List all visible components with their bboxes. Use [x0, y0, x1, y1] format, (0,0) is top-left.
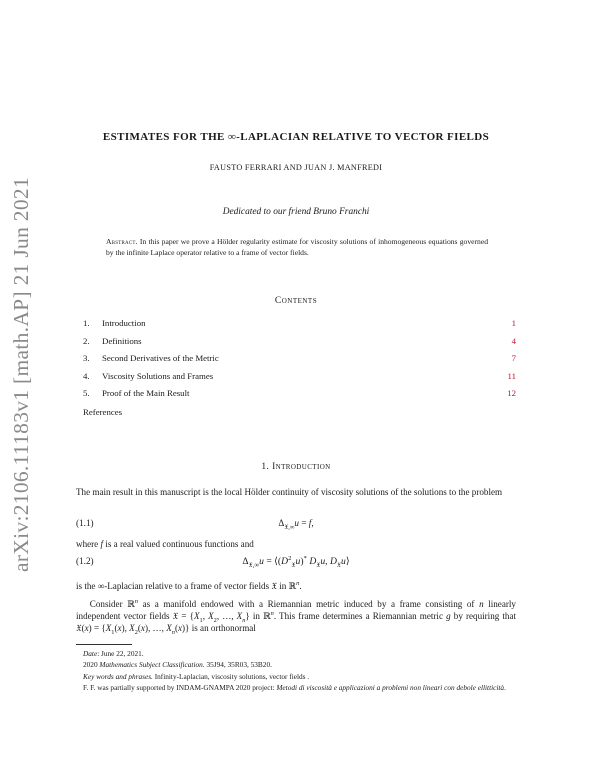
paragraph-where: where f is a real valued continuous functions and	[76, 539, 254, 549]
text-by-requiring: by requiring that	[453, 611, 517, 622]
toc-page-link[interactable]: 11	[507, 370, 516, 381]
toc-entry-number: 2.	[83, 335, 90, 346]
toc-entry-title: Viscosity Solutions and Frames	[102, 370, 214, 381]
footnote-msc-year: 2020	[83, 660, 98, 670]
toc-page-link[interactable]: 1	[511, 318, 516, 328]
toc-entry-proof[interactable]	[83, 388, 516, 406]
toc-entry-number: 1.	[83, 318, 90, 328]
footnote-rule	[76, 644, 132, 645]
equation-body: $\Delta_{𝔛,\infty}u = f$,	[278, 518, 314, 531]
text-infinity-laplacian: is the ∞-Laplacian relative to a frame of vector fields	[76, 581, 270, 591]
toc-entry-references[interactable]: References	[83, 407, 123, 417]
table-of-contents	[83, 318, 516, 406]
toc-entry-title: Second Derivatives of the Metric	[102, 353, 219, 364]
footnote-date-label: Date	[83, 649, 98, 658]
dedication: Dedicated to our friend Bruno Franchi	[222, 207, 370, 217]
toc-entry-viscosity-solutions[interactable]	[83, 371, 516, 389]
footnote-msc-codes: 35J94, 35R03, 53B20.	[206, 660, 272, 670]
section-number: 1.	[261, 462, 270, 472]
footnote-keywords-value: Infinity-Laplacian, viscosity solutions, vector fields .	[154, 671, 310, 681]
toc-entry-title: Proof of the Main Result	[102, 388, 190, 399]
text-orthonormal: is an orthonormal	[191, 623, 256, 634]
toc-entry-number: 4.	[83, 370, 90, 381]
text-where: where	[76, 539, 99, 549]
arxiv-identifier: arXiv:2106.11183v1 [math.AP] 21 Jun 2021	[8, 176, 33, 572]
toc-entry-introduction[interactable]	[83, 318, 516, 336]
toc-entry-title: Definitions	[102, 335, 142, 346]
toc-entry-title: Introduction	[102, 318, 146, 328]
paragraph-intro: The main result in this manuscript is the local Hölder continuity of viscosity solutions of the solutions to the problem	[76, 487, 503, 497]
footnote-msc	[76, 659, 516, 670]
toc-page-link[interactable]: 7	[511, 353, 516, 364]
contents-heading: Contents	[274, 296, 318, 306]
equation-body: $\Delta_{𝔛,\infty}u$ = $⟨(D^2_𝔛u)^*$ $D_𝔛u$, $D_𝔛u⟩$	[242, 554, 350, 569]
text-linearly-independent: linearly independent vector fields	[76, 599, 516, 622]
footnote-funding	[76, 682, 516, 693]
section-title: Introduction	[272, 462, 331, 472]
text-manifold: as a manifold endowed with a Riemannian metric induced by a frame consisting of	[142, 599, 475, 609]
footnote-msc-label: Mathematics Subject Classification.	[99, 660, 205, 670]
footnote-funding-end: .	[504, 682, 506, 692]
footnote-date-value: : June 22, 2021.	[97, 649, 144, 658]
toc-entry-number: 3.	[83, 353, 90, 364]
footnote-funding-project: Metodi di viscosità e applicazioni a problemi non lineari con debole ellitticità	[276, 682, 505, 692]
text-frame-determines: This frame determines a Riemannian metric	[279, 611, 443, 622]
abstract-label: Abstract.	[106, 237, 138, 246]
footnote-keywords	[76, 671, 516, 682]
text-in: in	[279, 581, 287, 591]
arxiv-identifier-sidebar	[2, 178, 40, 570]
section-heading-introduction	[76, 462, 516, 472]
abstract	[106, 237, 488, 258]
text-consider: Consider	[89, 599, 123, 609]
equation-1-2	[76, 556, 516, 570]
toc-entry-definitions[interactable]	[83, 336, 516, 354]
footnote-date	[76, 648, 516, 659]
text-in: in	[252, 611, 260, 622]
footnote-funding-text: F. F. was partially supported by INDAM-GNAMPA 2020 project:	[83, 682, 275, 692]
toc-entry-second-derivatives[interactable]	[83, 353, 516, 371]
toc-page-link[interactable]: 4	[511, 335, 516, 346]
toc-entry-number: 5.	[83, 388, 90, 399]
paragraph-infinity-laplacian: is the ∞-Laplacian relative to a frame of vector fields 𝔛 in ℝ$^n$.	[76, 579, 302, 591]
toc-page-link[interactable]: 12	[507, 388, 516, 399]
footnote-keywords-label: Key words and phrases.	[83, 671, 153, 681]
equation-number: (1.1)	[76, 518, 94, 528]
text-f-description: is a real valued continuous functions and	[105, 539, 254, 549]
equation-1-1	[76, 518, 516, 532]
paper-authors: FAUSTO FERRARI AND JUAN J. MANFREDI	[209, 163, 383, 172]
equation-number: (1.2)	[76, 556, 94, 566]
paragraph-consider: Consider ℝ$^n$ as a manifold endowed with a Riemannian metric induced by a frame consisting of n linearly independent vector fields 𝔛 = {$X_1$, $X_2$, …, $X_n$} in ℝ$^n$. This frame determines a Riemannian metric g by requiring that 𝔛(x) = {$X_1(x)$, $X_2(x)$, …, $X_n(x)$} is an orthonormal	[76, 597, 517, 637]
footnotes	[76, 648, 516, 693]
abstract-text: In this paper we prove a Hölder regularity estimate for viscosity solutions of inhomogeneous equations governed by the infinite Laplace operator relative to a frame of vector fields.	[106, 237, 488, 257]
paper-title: ESTIMATES FOR THE ∞-LAPLACIAN RELATIVE TO VECTOR FIELDS	[102, 131, 490, 143]
